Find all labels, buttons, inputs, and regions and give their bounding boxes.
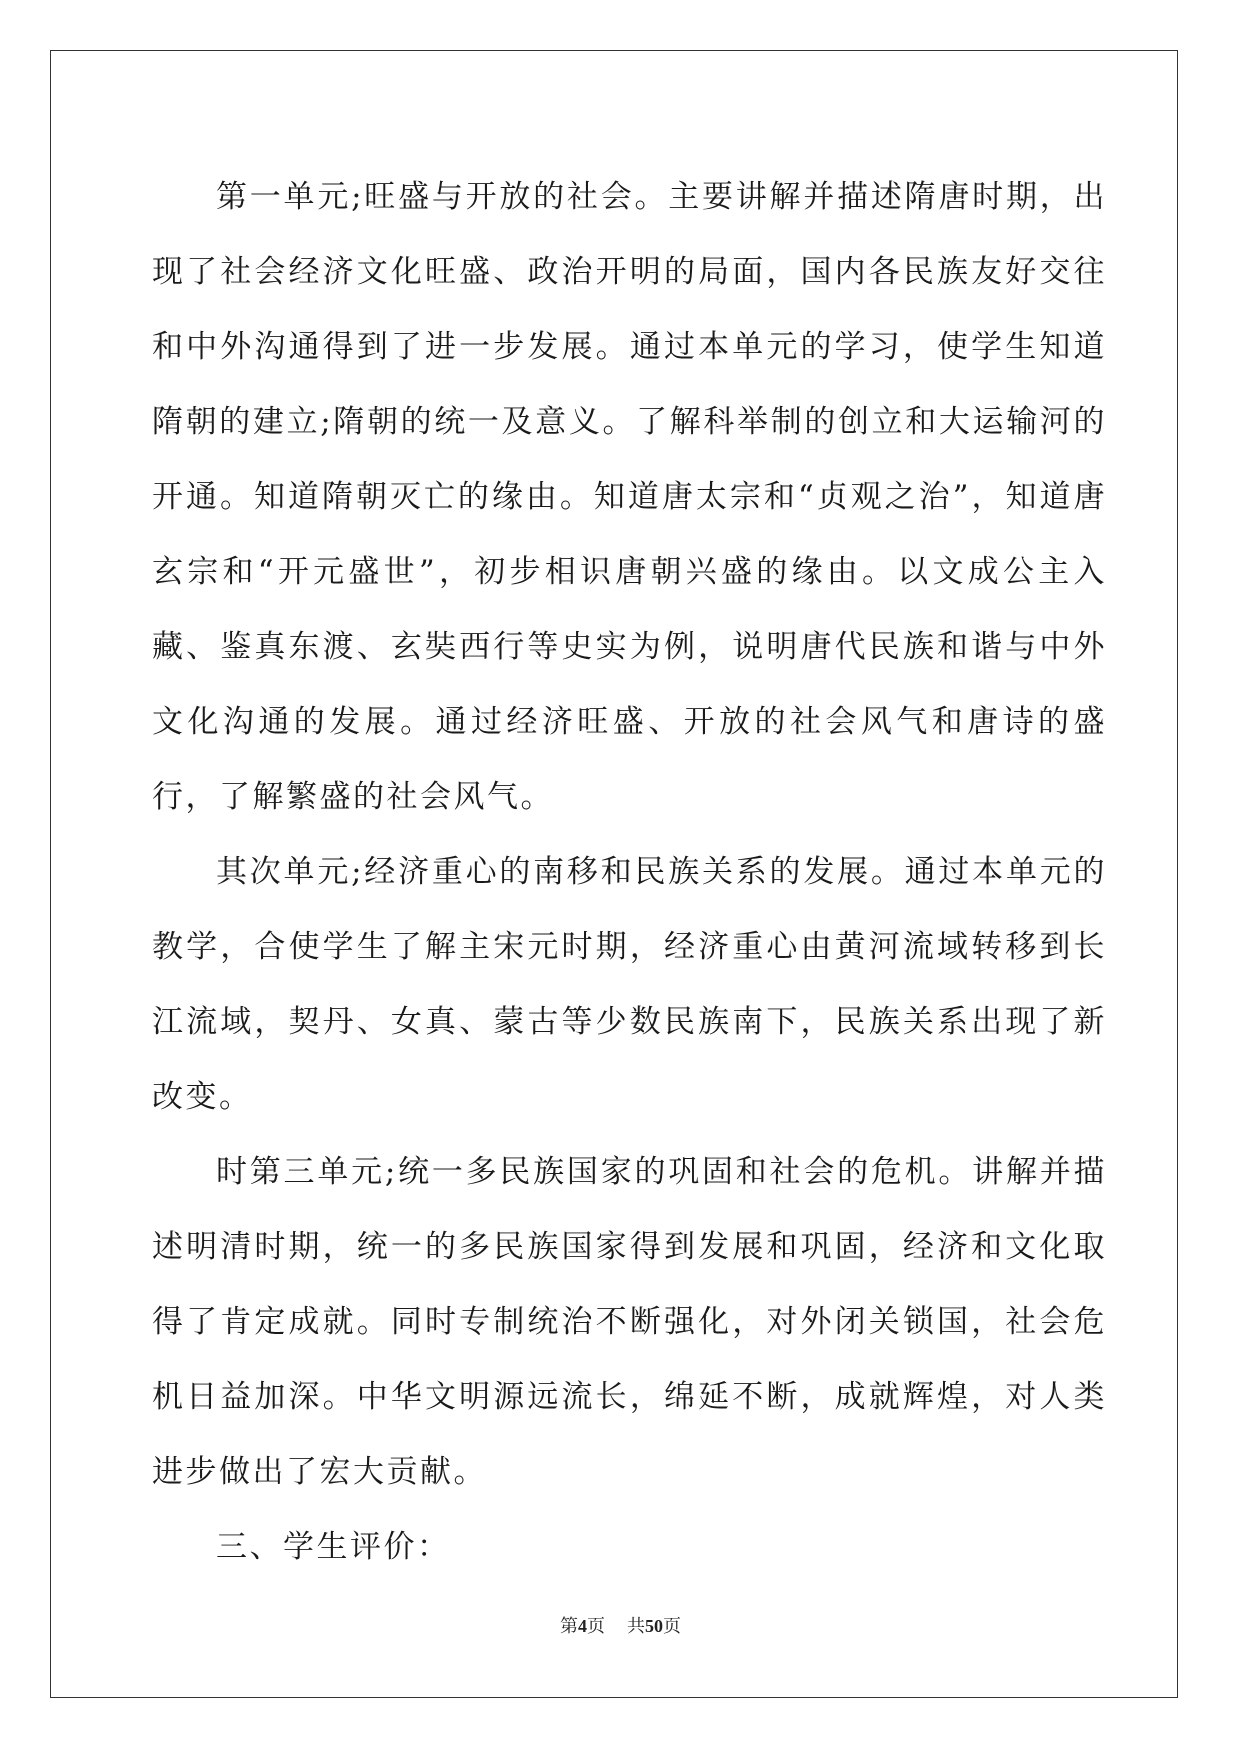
- document-body: [152, 160, 1107, 1585]
- paragraph-unit-three: 时第三单元;统一多民族国家的巩固和社会的危机。讲解并描述明清时期，统一的多民族国家得到发展和巩固，经济和文化取得了肯定成就。同时专制统治不断强化，对外闭关锁国，社会危机日益加深。中华文明源远流长，绵延不断，成就辉煌，对人类进步做出了宏大贡献。: [152, 1154, 1107, 1490]
- page-prefix: 第: [560, 1616, 578, 1637]
- page-footer: [0, 1612, 1241, 1638]
- page-suffix: 页: [587, 1616, 605, 1637]
- paragraph-unit-one: 第一单元;旺盛与开放的社会。主要讲解并描述隋唐时期，出现了社会经济文化旺盛、政治开明的局面，国内各民族友好交往和中外沟通得到了进一步发展。通过本单元的学习，使学生知道隋朝的建立;隋朝的统一及意义。了解科举制的创立和大运输河的开通。知道隋朝灭亡的缘由。知道唐太宗和“贞观之治”，知道唐玄宗和“开元盛世”，初步相识唐朝兴盛的缘由。以文成公主入藏、鉴真东渡、玄奘西行等史实为例，说明唐代民族和谐与中外文化沟通的发展。通过经济旺盛、开放的社会风气和唐诗的盛行，了解繁盛的社会风气。: [152, 179, 1107, 815]
- paragraph-unit-two: 其次单元;经济重心的南移和民族关系的发展。通过本单元的教学，合使学生了解主宋元时期，经济重心由黄河流域转移到长江流域，契丹、女真、蒙古等少数民族南下，民族关系出现了新改变。: [152, 854, 1107, 1115]
- total-pages: 50: [645, 1616, 663, 1636]
- section-heading-student-evaluation: 三、学生评价：: [216, 1529, 451, 1565]
- page-number: 4: [578, 1616, 587, 1636]
- total-suffix: 页: [663, 1616, 681, 1637]
- total-prefix: 共: [627, 1616, 645, 1637]
